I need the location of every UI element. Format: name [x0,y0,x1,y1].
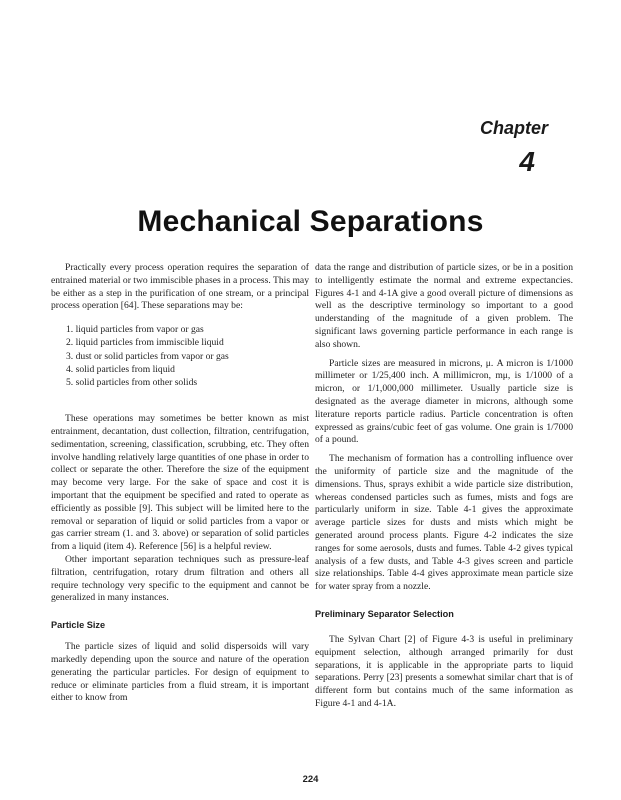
sylvan-chart-paragraph: The Sylvan Chart [2] of Figure 4-3 is useful in preliminary equipment selection, although arranged primarily for dust separations, it is applicable in the appropriate parts to liquid separations. Perry [23] presents a somewhat similar chart that is of different form but contains much of the same information as Figure 4-1 and 4-1A. [315,633,573,709]
chapter-number: 4 [519,146,535,177]
intro-paragraph: Practically every process operation requires the separation of entrained material or two immiscible phases in a process. This may be either as a step in the purification of one stream, or a principal process operation [64]. These separations may be: [51,262,309,312]
other-techniques-paragraph: Other important separation techniques such as pressure-leaf filtration, centrifugation, rotary drum filtration and others all require technology very specific to the equipment and cannot be generalized in many instances. [51,553,309,604]
microns-paragraph: Particle sizes are measured in microns, μ. A micron is 1/1000 millimeter or 1/25,400 inch. A millimicron, mμ, is 1/1000 of a micron, or 1/1,000,000 millimeter. Usually particle size is designated as the average diameter in microns, although some literature reports particle radius. Particle concentration is often expressed as grains/cubic feet of gas volume. One grain is 1/7000 of a pound. [315,357,573,446]
right-column [315,262,573,711]
list-item: 2. liquid particles from immiscible liquid [66,337,224,349]
particle-size-paragraph: The particle sizes of liquid and solid dispersoids will vary markedly depending upon the source and nature of the operation generating the particular particles. For design of equipment to reduce or eliminate particles from a fluid stream, it is important either to know from [51,641,309,704]
formation-paragraph: The mechanism of formation has a controlling influence over the uniformity of particle size and the magnitude of the dimensions. Thus, sprays exhibit a wide particle size distribution, whereas condensed particles such as fumes, mists and fogs are particularly uniform in size. Table 4-1 gives the approximate average particle sizes for dusts and mists which might be generated around process plants. Figure 4-2 indicates the size ranges for some aerosols, dusts and fumes. Table 4-2 gives typical analysis of a few dusts, and Table 4-3 gives screen and particle size relationships. Table 4-4 gives approximate mean particle size for water spray from a nozzle. [315,453,573,593]
chapter-label: Chapter [479,118,548,138]
separator-selection-heading: Preliminary Separator Selection [315,608,454,619]
continued-paragraph: data the range and distribution of particle sizes, or be in a position to intelligently estimate the normal and extreme expectancies. Figures 4-1 and 4-1A give a good overall picture of dimensions as well as the descriptive terminology so important to a good understanding of the magnitude of a given problem. The significant laws governing particle performance in each range is also shown. [315,262,573,350]
particle-size-heading: Particle Size [51,620,106,631]
list-item: 3. dust or solid particles from vapor or gas [66,350,229,362]
operations-paragraph: These operations may sometimes be better known as mist entrainment, decantation, dust collection, filtration, centrifugation, sedimentation, screening, classification, scrubbing, etc. They often involve handling relatively large quantities of one phase in order to collect or separate the other. Therefore the size of the equipment may become very large. For the sake of space and cost it is important that the equipment be specified and rated to operate as efficiently as possible [9]. This subject will be limited here to the removal or separation of liquid or solid particles from a vapor or gas carrier stream (1. and 3. above) or separation of solid particles from a liquid (item 4). Reference [56] is a helpful review. [51,413,309,553]
list-item: 5. solid particles from other solids [66,377,198,388]
separation-types-list [51,323,309,389]
left-column [51,262,309,705]
list-item: 1. liquid particles from vapor or gas [66,324,204,336]
chapter-title: Mechanical Separations [137,205,484,238]
page-number: 224 [302,774,319,785]
list-item: 4. solid particles from liquid [66,363,175,375]
